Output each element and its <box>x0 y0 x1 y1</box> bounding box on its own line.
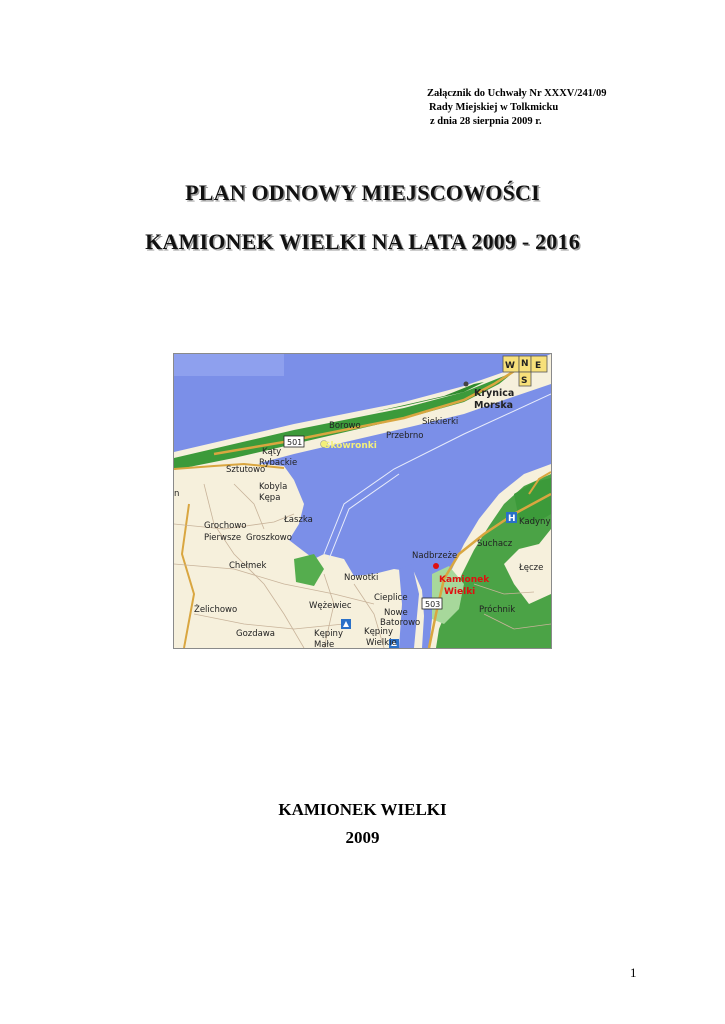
place-label: Grochowo <box>204 521 247 531</box>
compass-east: E <box>535 361 542 371</box>
place-label: Borowo <box>329 421 361 431</box>
place-label: Nowotki <box>344 573 379 583</box>
hospital-icon <box>506 512 517 524</box>
place-label: Sztutowo <box>226 465 266 475</box>
place-label: Siekierki <box>422 417 459 427</box>
place-label: Rybackie <box>259 458 298 468</box>
document-title-line-1: PLAN ODNOWY MIEJSCOWOŚCI <box>185 180 540 205</box>
footer-village-name: KAMIONEK WIELKI <box>278 800 447 819</box>
place-label: Gozdawa <box>236 629 276 639</box>
svg-text:H: H <box>508 514 516 524</box>
place-label: Batorowo <box>380 618 421 628</box>
sea-water-shade <box>174 354 284 376</box>
svg-text:501: 501 <box>287 438 303 447</box>
compass-north: N <box>521 359 529 369</box>
place-label: Suchacz <box>477 539 513 549</box>
place-label: Krynica <box>474 388 515 399</box>
compass-west: W <box>505 361 515 371</box>
krynica-marker <box>464 382 469 387</box>
place-label: Wielkie <box>366 638 397 648</box>
place-label: n <box>174 489 180 499</box>
place-label: Łęcze <box>519 563 544 573</box>
place-label: Nowe <box>384 608 408 618</box>
marina-icon <box>341 619 351 629</box>
place-label: Żelichowo <box>194 605 238 615</box>
place-label: Łaszka <box>284 515 313 525</box>
place-label: Kąty <box>262 447 282 457</box>
place-label: Przebrno <box>386 431 424 441</box>
place-label: Cieplice <box>374 593 408 603</box>
place-label: Pierwsze <box>204 533 242 543</box>
resolution-note-line: Rady Miejskiej w Tolkmicku <box>429 102 559 113</box>
place-label: Skowronki <box>324 441 377 451</box>
page-number: 1 <box>630 965 637 980</box>
map-graphic <box>174 354 551 648</box>
road-shield-501 <box>284 436 304 447</box>
place-label: Nadbrzeże <box>412 551 458 561</box>
place-label: Kępiny <box>314 629 343 639</box>
footer-year: 2009 <box>345 828 380 847</box>
place-label: Kępiny <box>364 627 393 637</box>
place-label: Kobyla <box>259 482 288 492</box>
place-label: Kępa <box>259 493 281 503</box>
resolution-note-line: z dnia 28 sierpnia 2009 r. <box>430 116 542 127</box>
place-label: Kadyny <box>519 517 551 527</box>
kamionek-marker <box>433 563 439 569</box>
place-label: Wielki <box>444 587 476 597</box>
place-label: Chełmek <box>229 561 267 571</box>
svg-text:503: 503 <box>425 600 441 609</box>
road-shield-503 <box>422 598 442 609</box>
resolution-note <box>427 87 606 129</box>
resolution-note-line: Załącznik do Uchwały Nr XXXV/241/09 <box>427 88 607 99</box>
place-label: Wężewiec <box>309 601 352 611</box>
compass-south: S <box>521 376 528 386</box>
place-label: Morska <box>474 400 514 411</box>
place-label: Próchnik <box>479 605 516 615</box>
place-label: Małe <box>314 640 335 648</box>
document-title-line-2: KAMIONEK WIELKI NA LATA 2009 - 2016 <box>145 229 580 254</box>
place-label: Groszkowo <box>246 533 292 543</box>
place-label: Kamionek <box>439 575 490 585</box>
location-map <box>173 353 552 649</box>
